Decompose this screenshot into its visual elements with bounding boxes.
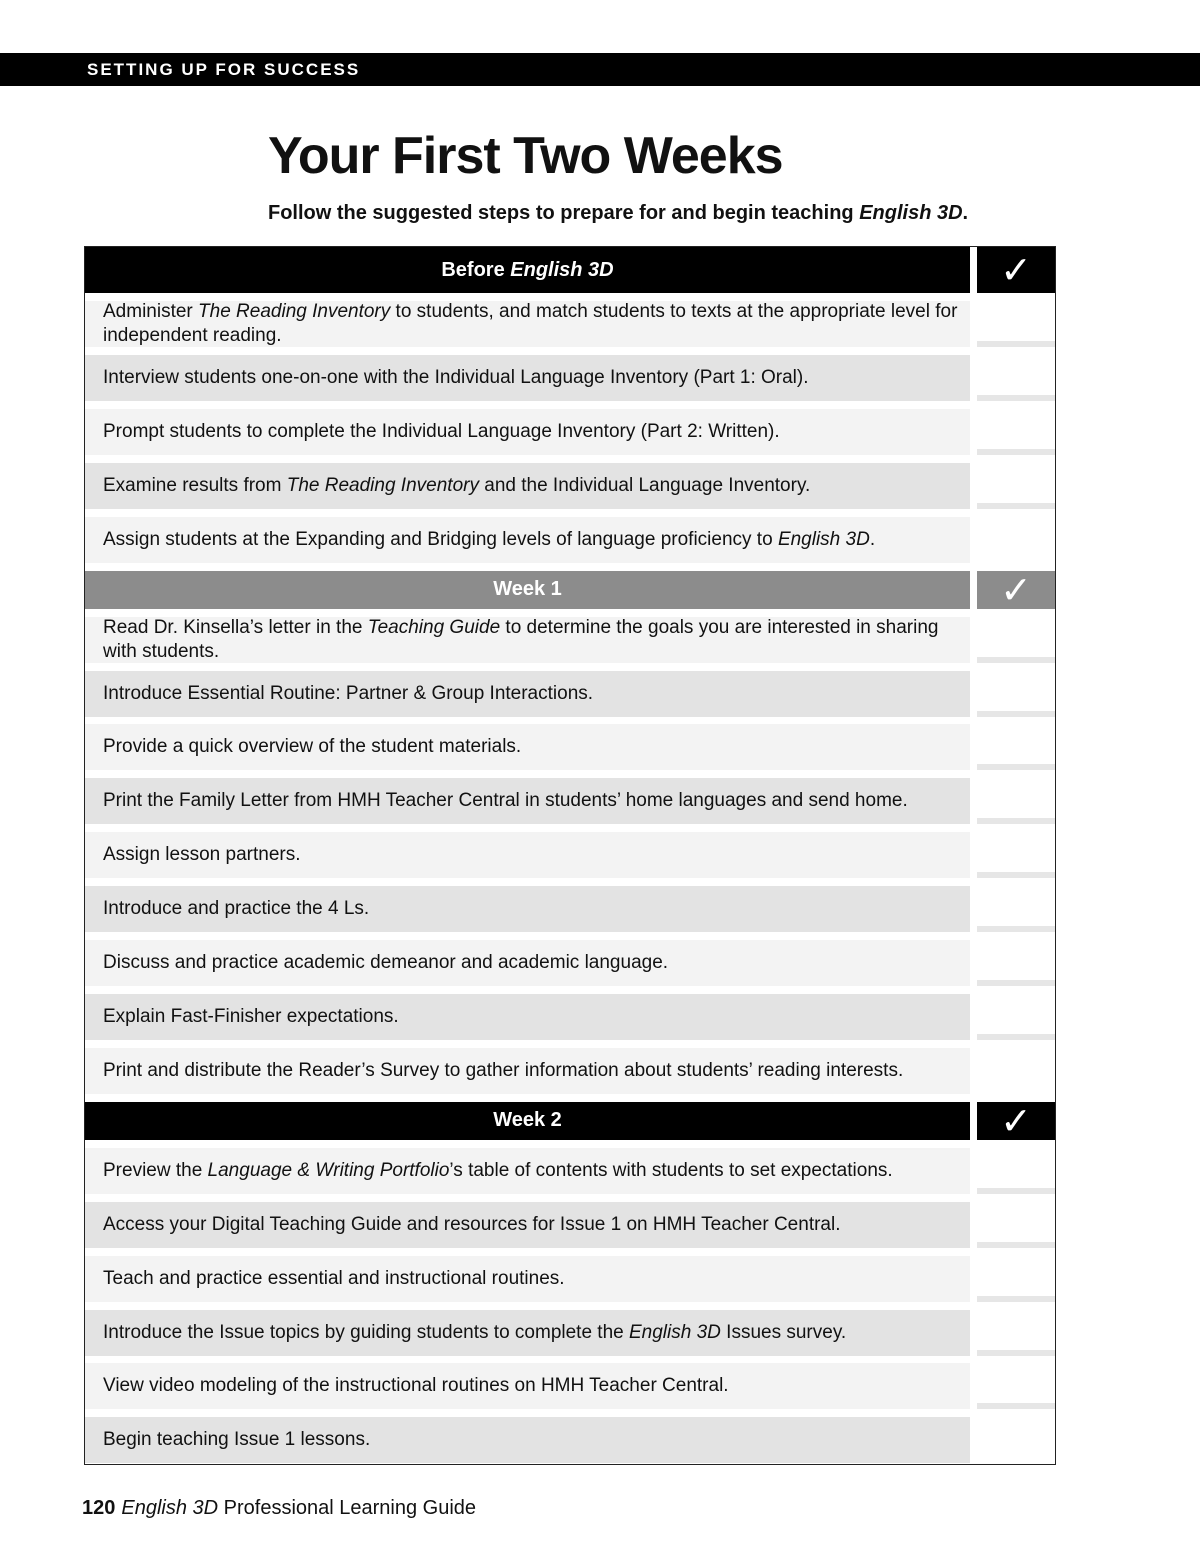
checklist-item <box>85 463 970 509</box>
section-header <box>85 1098 1055 1143</box>
checklist-item-text <box>103 420 780 444</box>
checkbox[interactable] <box>977 1417 1055 1463</box>
checklist-item <box>85 1256 970 1302</box>
section-banner <box>0 53 1200 86</box>
checkbox[interactable] <box>977 355 1055 401</box>
checklist-item-text <box>103 1059 903 1083</box>
checkbox[interactable] <box>977 301 1055 347</box>
checklist-item-text <box>103 735 521 759</box>
section-title-text: Week 1 <box>493 578 562 601</box>
section-header <box>85 567 1055 612</box>
section-title <box>85 571 970 609</box>
item-emphasis: The Reading Inventory <box>286 474 479 496</box>
checklist-item-text <box>103 474 810 498</box>
checklist-item <box>85 832 970 878</box>
checklist-item-text <box>103 843 301 867</box>
subtitle-emphasis: English 3D <box>859 202 963 224</box>
checklist-item <box>85 1310 970 1356</box>
checklist-item <box>85 940 970 986</box>
item-text: Assign students at the Expanding and Bridging levels of language proficiency to <box>103 528 778 550</box>
item-text: Print the Family Letter from HMH Teacher Central in students’ home languages and send home. <box>103 790 908 812</box>
item-text: Provide a quick overview of the student materials. <box>103 736 522 758</box>
checklist-item <box>85 1148 970 1194</box>
item-text: Access your Digital Teaching Guide and resources for Issue 1 on HMH Teacher Central. <box>103 1213 841 1235</box>
item-emphasis: The Reading Inventory <box>198 301 391 322</box>
item-emphasis: Language & Writing Portfolio <box>207 1159 450 1181</box>
checklist-item <box>85 1363 970 1409</box>
item-text: Explain Fast-Finisher expectations. <box>103 1005 399 1027</box>
section-title <box>85 247 970 293</box>
checkbox[interactable] <box>977 994 1055 1040</box>
page-title: Your First Two Weeks <box>268 127 783 185</box>
checklist-item <box>85 409 970 455</box>
checklist-item-text <box>103 1005 399 1029</box>
item-text: View video modeling of the instructional routines on HMH Teacher Central. <box>103 1375 729 1397</box>
checklist-item <box>85 1048 970 1094</box>
checklist-item <box>85 301 970 347</box>
item-text: Interview students one-on-one with the Individual Language Inventory (Part 1: Oral). <box>103 366 809 388</box>
item-text: Read Dr. Kinsella’s letter in the <box>103 616 368 638</box>
item-text-end: to determine the goals you are interested in sharing with students. <box>103 616 939 662</box>
subtitle-text: Follow the suggested steps to prepare for and begin teaching <box>268 202 860 224</box>
checkbox[interactable] <box>977 409 1055 455</box>
item-text: Print and distribute the Reader’s Survey to gather information about students’ reading interests. <box>103 1059 904 1081</box>
checkbox[interactable] <box>977 617 1055 663</box>
checkbox[interactable] <box>977 1202 1055 1248</box>
checkbox[interactable] <box>977 463 1055 509</box>
checkbox[interactable] <box>977 1048 1055 1094</box>
checklist-item <box>85 778 970 824</box>
item-text: Introduce the Issue topics by guiding students to complete the <box>103 1321 629 1343</box>
checklist-item-text <box>103 1213 841 1237</box>
checkbox[interactable] <box>977 778 1055 824</box>
checklist-item <box>85 617 970 663</box>
checkbox[interactable] <box>977 671 1055 717</box>
checklist-item <box>85 517 970 563</box>
checklist-item-text <box>103 528 875 552</box>
page-footer <box>82 1494 476 1522</box>
checkbox[interactable] <box>977 1256 1055 1302</box>
checkbox[interactable] <box>977 517 1055 563</box>
checklist-item <box>85 671 970 717</box>
page-number: 120 <box>82 1497 116 1519</box>
checklist-item-text <box>103 1428 370 1452</box>
item-emphasis: English 3D <box>777 528 870 550</box>
item-text: Preview the <box>103 1159 208 1181</box>
item-emphasis: English 3D <box>629 1321 721 1343</box>
checklist-item <box>85 1202 970 1248</box>
section-title-emphasis: English 3D <box>510 258 614 281</box>
item-text: Discuss and practice academic demeanor and academic language. <box>103 952 669 973</box>
checkbox[interactable] <box>977 886 1055 932</box>
footer-book-title: English 3D <box>121 1497 219 1519</box>
checkbox[interactable] <box>977 1148 1055 1194</box>
checklist-item-text <box>103 300 960 348</box>
checklist-item-text <box>103 616 960 664</box>
checklist-item-text <box>103 1159 893 1183</box>
checklist-item-text <box>103 951 668 975</box>
section-title-text: Before <box>441 258 511 281</box>
item-text-end: and the Individual Language Inventory. <box>478 474 811 496</box>
item-text: Administer <box>103 301 199 322</box>
check-mark-icon: ✓ <box>977 571 1055 609</box>
item-text-end: Issues survey. <box>720 1321 847 1343</box>
section-title-text: Week 2 <box>493 1109 562 1132</box>
check-mark-icon: ✓ <box>977 247 1055 293</box>
item-text-end: . <box>869 528 876 550</box>
checklist-item-text <box>103 1267 565 1291</box>
item-text: Examine results from <box>103 474 287 496</box>
checklist-table <box>84 246 1056 1465</box>
item-text: Begin teaching Issue 1 lessons. <box>103 1429 371 1451</box>
footer-book-subtitle: Professional Learning Guide <box>218 1497 477 1519</box>
item-emphasis: Teaching Guide <box>367 616 501 638</box>
checkbox[interactable] <box>977 940 1055 986</box>
checklist-item <box>85 355 970 401</box>
section-title <box>85 1102 970 1140</box>
subtitle-end: . <box>962 202 969 224</box>
checklist-item <box>85 724 970 770</box>
checkbox[interactable] <box>977 832 1055 878</box>
item-text: Prompt students to complete the Individual Language Inventory (Part 2: Written). <box>103 420 780 442</box>
checkbox[interactable] <box>977 1363 1055 1409</box>
section-label: SETTING UP FOR SUCCESS <box>87 60 361 79</box>
checklist-item-text <box>103 789 908 813</box>
section-header <box>85 247 1055 293</box>
item-text-end: to students, and match students to texts at the appropriate level for independent reading. <box>103 301 958 346</box>
checklist-item-text <box>103 682 593 706</box>
checkbox[interactable] <box>977 724 1055 770</box>
checklist-item-text <box>103 1321 846 1345</box>
item-text: Introduce and practice the 4 Ls. <box>103 898 370 920</box>
checklist-item-text <box>103 366 809 390</box>
check-mark-icon: ✓ <box>977 1102 1055 1140</box>
checkbox[interactable] <box>977 1310 1055 1356</box>
item-text: Assign lesson partners. <box>103 844 301 866</box>
item-text: Teach and practice essential and instructional routines. <box>103 1267 565 1289</box>
checklist-item <box>85 886 970 932</box>
page-subtitle <box>268 199 968 227</box>
item-text-end: ’s table of contents with students to set expectations. <box>449 1159 893 1181</box>
checklist-item <box>85 1417 970 1463</box>
checklist-item-text <box>103 897 369 921</box>
item-text: Introduce Essential Routine: Partner & Group Interactions. <box>103 682 594 704</box>
checklist-item-text <box>103 1374 729 1398</box>
checklist-item <box>85 994 970 1040</box>
